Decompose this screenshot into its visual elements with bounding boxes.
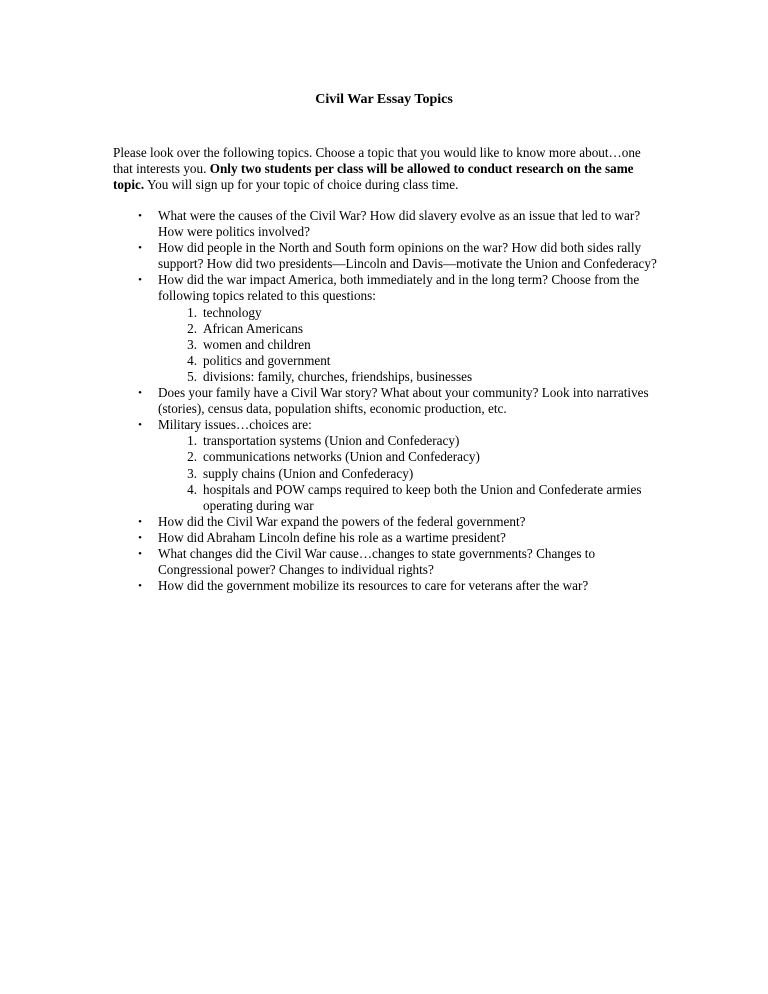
- intro-text-end: You will sign up for your topic of choice during class time.: [144, 177, 459, 193]
- topic-text: What were the causes of the Civil War? How did slavery evolve as an issue that led to war? How were politics involved?: [158, 208, 641, 240]
- topic-item: [113, 417, 658, 514]
- sublist-item: [158, 433, 658, 449]
- intro-paragraph: [113, 145, 653, 193]
- topic-sublist: [158, 433, 658, 513]
- topic-item: [113, 385, 658, 417]
- sublist-number: 2.: [187, 449, 197, 465]
- sublist-number: 1.: [187, 433, 197, 449]
- sublist-text: communications networks (Union and Confederacy): [203, 449, 480, 465]
- topic-text: How did the government mobilize its resources to care for veterans after the war?: [158, 578, 589, 594]
- sublist-item: [158, 305, 658, 321]
- sublist-item: [158, 321, 658, 337]
- document-title: Civil War Essay Topics: [315, 92, 453, 107]
- topic-item: [113, 530, 658, 546]
- topic-item: [113, 208, 658, 240]
- bullet-icon: •: [138, 547, 142, 560]
- sublist-item: [158, 482, 658, 514]
- sublist-text: technology: [203, 304, 262, 320]
- sublist-item: [158, 449, 658, 465]
- topic-sublist: [158, 305, 658, 385]
- sublist-item: [158, 466, 658, 482]
- topic-text: What changes did the Civil War cause…changes to state governments? Changes to Congressional power? Changes to individual rights?: [158, 545, 596, 578]
- topic-item: [113, 514, 658, 530]
- sublist-number: 3.: [187, 465, 197, 481]
- topic-item: [113, 578, 658, 594]
- sublist-number: 4.: [187, 481, 197, 497]
- intro-text: Please look over the following topics. Choose a topic that you would like to know more about…one that interests you.: [113, 145, 641, 177]
- topic-item: [113, 272, 658, 385]
- bullet-icon: •: [138, 531, 142, 544]
- topic-text: Military issues…choices are:: [158, 417, 312, 433]
- sublist-item: [158, 369, 658, 385]
- intro-bold-rule: Only two students per class will be allowed to conduct research on the same topic.: [113, 161, 634, 193]
- bullet-icon: •: [138, 580, 142, 593]
- bullet-icon: •: [138, 242, 142, 255]
- bullet-icon: •: [138, 274, 142, 287]
- sublist-text: divisions: family, churches, friendships, businesses: [203, 368, 473, 384]
- bullet-icon: •: [138, 210, 142, 222]
- bullet-icon: •: [138, 419, 142, 432]
- topic-text: How did people in the North and South form opinions on the war? How did both sides rally support? How did two presidents—Lincoln and Davis—motivate the Union and Confederacy?: [158, 240, 657, 272]
- sublist-number: 4.: [187, 352, 197, 368]
- sublist-text: hospitals and POW camps required to keep both the Union and Confederate armies operating during war: [203, 481, 642, 513]
- sublist-number: 1.: [187, 304, 197, 320]
- topic-item: [113, 546, 658, 578]
- topic-text: How did Abraham Lincoln define his role as a wartime president?: [158, 529, 506, 545]
- sublist-text: women and children: [203, 336, 311, 352]
- topic-text: Does your family have a Civil War story? What about your community? Look into narratives (stories), census data, population shifts, economic production, etc.: [158, 385, 649, 417]
- bullet-icon: •: [138, 515, 142, 528]
- sublist-text: African Americans: [203, 320, 303, 336]
- bullet-icon: •: [138, 387, 142, 400]
- topic-item: [113, 240, 658, 272]
- sublist-text: supply chains (Union and Confederacy): [203, 465, 414, 481]
- topic-text: How did the war impact America, both immediately and in the long term? Choose from the following topics related to this questions:: [158, 272, 640, 304]
- sublist-item: [158, 337, 658, 353]
- topic-list: [113, 208, 658, 594]
- sublist-number: 3.: [187, 336, 197, 352]
- sublist-text: politics and government: [203, 352, 331, 368]
- sublist-number: 5.: [187, 368, 197, 384]
- sublist-text: transportation systems (Union and Confederacy): [203, 433, 460, 449]
- sublist-item: [158, 353, 658, 369]
- sublist-number: 2.: [187, 320, 197, 336]
- topic-text: How did the Civil War expand the powers of the federal government?: [158, 513, 526, 529]
